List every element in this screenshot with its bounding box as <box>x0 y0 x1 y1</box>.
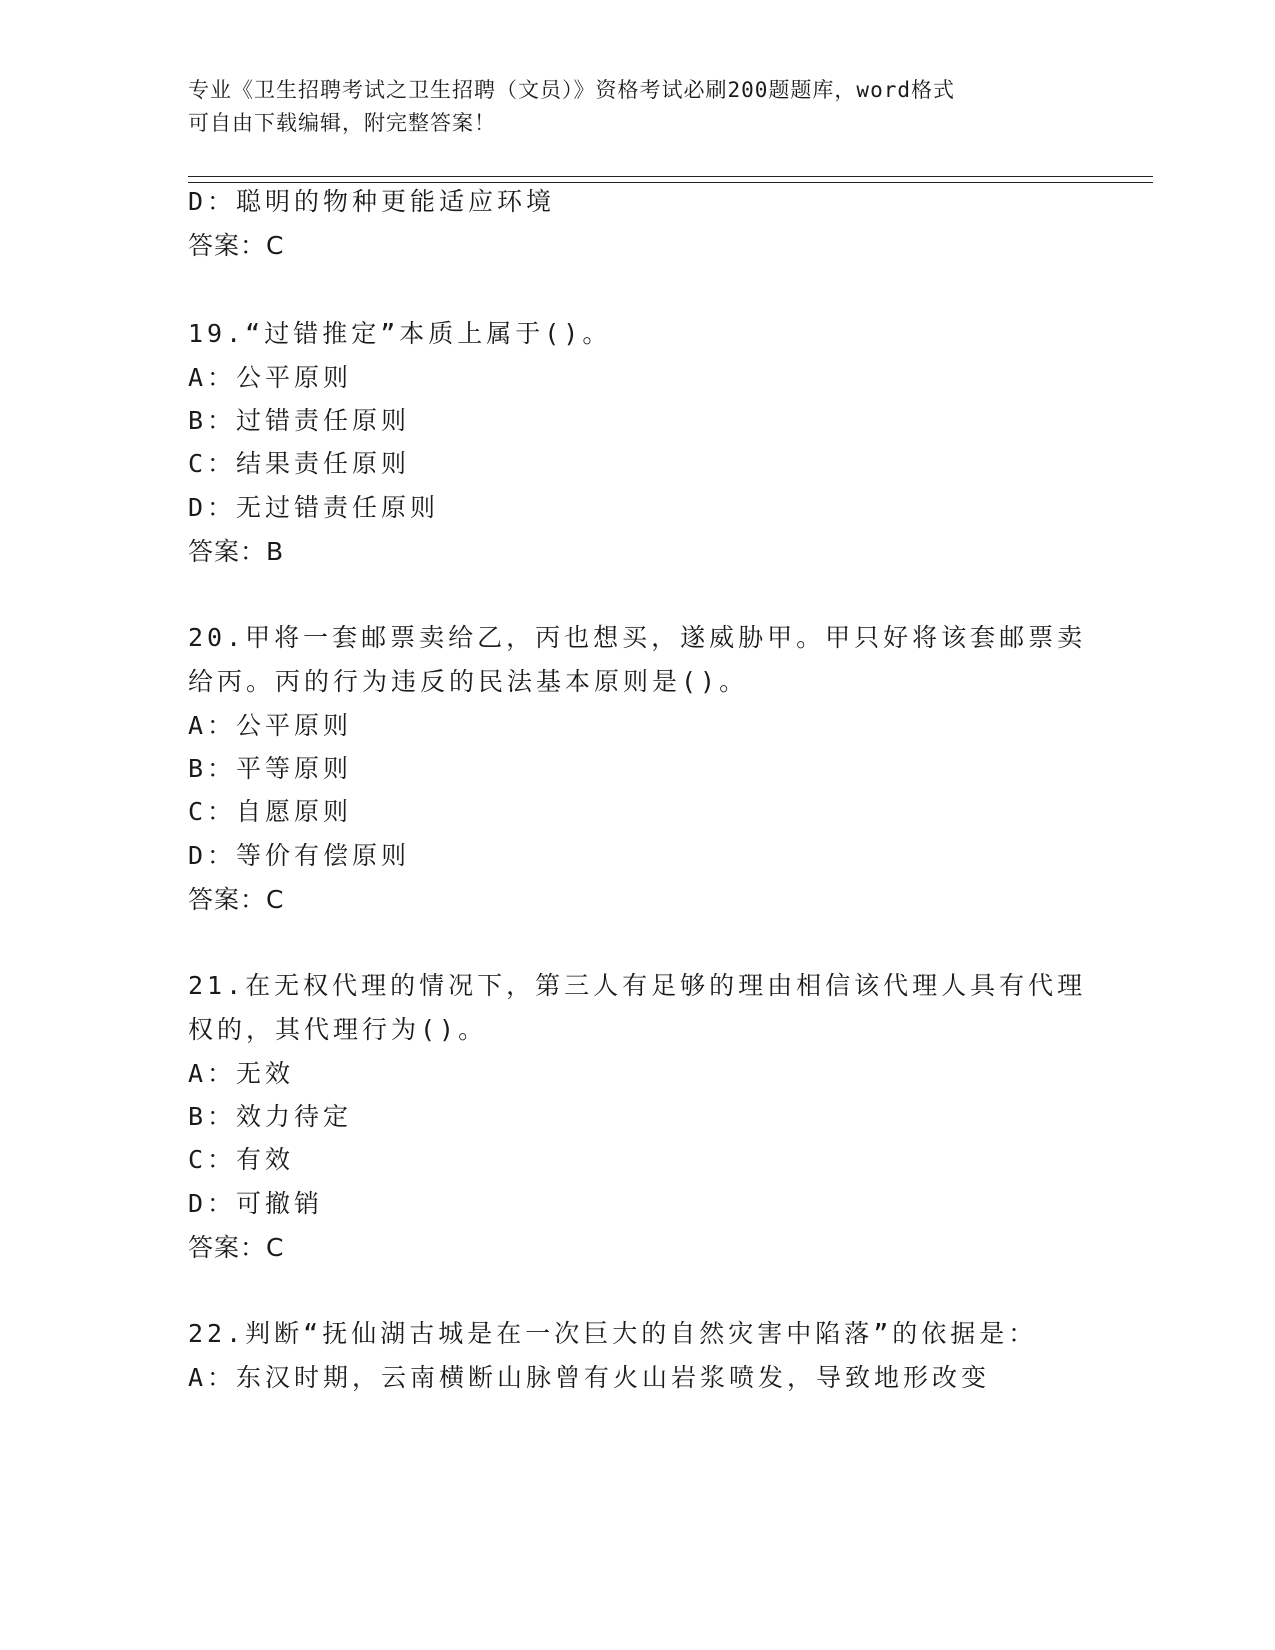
q21-option-a: A：无效 <box>188 1059 295 1088</box>
q20-option-d: D：等价有偿原则 <box>188 841 411 870</box>
q19-option-d: D：无过错责任原则 <box>188 493 440 522</box>
q18-answer: 答案：C <box>188 231 285 260</box>
q21-option-d: D：可撤销 <box>188 1189 324 1218</box>
q20-question-line-1: 20.甲将一套邮票卖给乙，丙也想买，遂威胁甲。甲只好将该套邮票卖 <box>188 623 1087 652</box>
q19-option-c: C：结果责任原则 <box>188 449 411 478</box>
q19-option-a: A：公平原则 <box>188 363 353 392</box>
q22-option-a: A：东汉时期，云南横断山脉曾有火山岩浆喷发，导致地形改变 <box>188 1363 991 1392</box>
q22-question: 22.判断“抚仙湖古城是在一次巨大的自然灾害中陷落”的依据是： <box>188 1319 1038 1348</box>
q18-option-d: D：聪明的物种更能适应环境 <box>188 187 556 216</box>
q20-answer: 答案：C <box>188 885 285 914</box>
document-header <box>188 74 1068 140</box>
q20-question-line-2: 给丙。丙的行为违反的民法基本原则是()。 <box>188 667 749 696</box>
q21-option-b: B：效力待定 <box>188 1102 353 1131</box>
header-rule-bottom <box>188 182 1153 183</box>
q19-answer: 答案：B <box>188 537 285 566</box>
q20-option-a: A：公平原则 <box>188 711 353 740</box>
header-line-1: 专业《卫生招聘考试之卫生招聘（文员）》资格考试必刷200题题库，word格式 <box>188 78 955 102</box>
q19-option-b: B：过错责任原则 <box>188 406 411 435</box>
q20-option-b: B：平等原则 <box>188 754 353 783</box>
q21-answer: 答案：C <box>188 1233 285 1262</box>
q21-question-line-2: 权的，其代理行为()。 <box>188 1015 488 1044</box>
header-rule-top <box>188 176 1153 177</box>
q20-option-c: C：自愿原则 <box>188 797 353 826</box>
header-line-2: 可自由下载编辑，附完整答案！ <box>188 111 496 135</box>
q21-question-line-1: 21.在无权代理的情况下，第三人有足够的理由相信该代理人具有代理 <box>188 971 1087 1000</box>
q19-question: 19.“过错推定”本质上属于()。 <box>188 319 612 348</box>
q21-option-c: C：有效 <box>188 1145 295 1174</box>
